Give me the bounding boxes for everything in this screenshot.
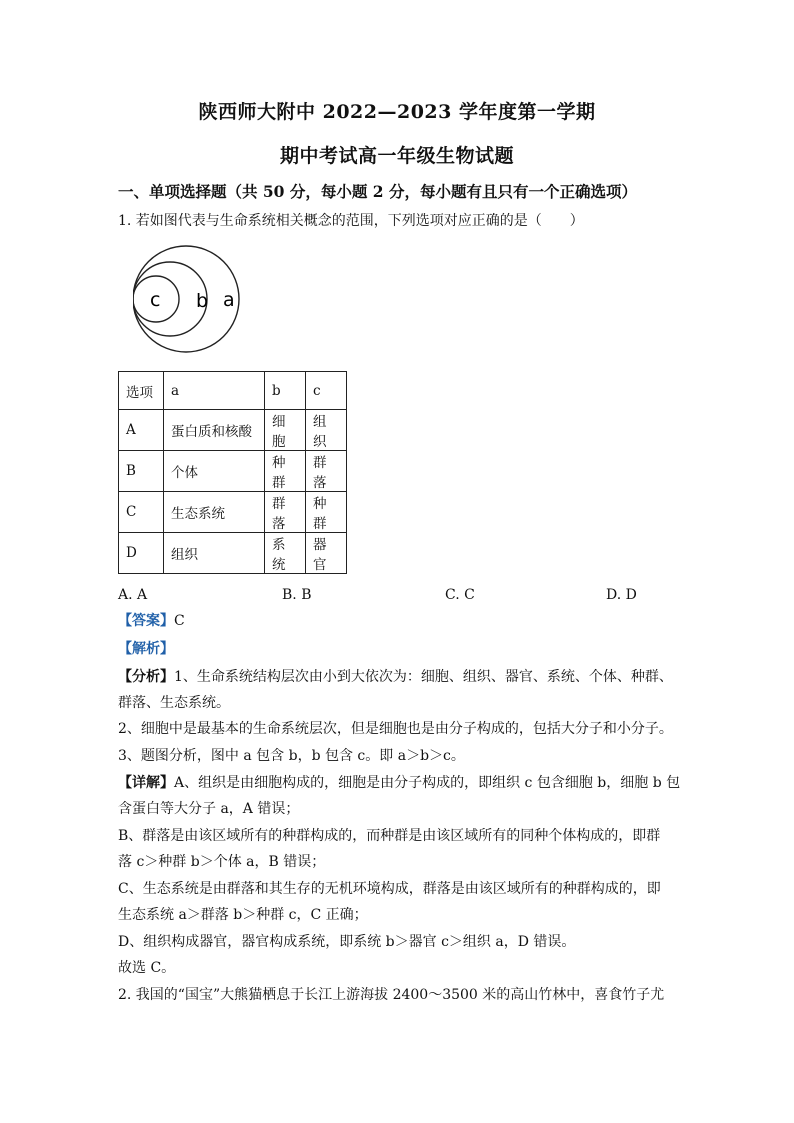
table-cell: 群落 xyxy=(265,492,306,533)
table-header-cell: c xyxy=(306,372,347,410)
label-c: c xyxy=(150,289,161,311)
answer-value: C xyxy=(174,613,185,629)
xiangjie-line: 落 c＞种群 b＞个体 a，B 错误； xyxy=(118,854,326,870)
answer-tag: 【答案】 xyxy=(118,613,174,629)
xiangjie-line: D、组织构成器官，器官构成系统，即系统 b＞器官 c＞组织 a，D 错误。 xyxy=(118,934,576,950)
analysis-heading xyxy=(118,639,174,659)
nested-circles-figure xyxy=(133,243,253,355)
fenxi-line xyxy=(118,667,673,687)
page-title-line1: 陕西师大附中 2022—2023 学年度第一学期 xyxy=(198,101,596,123)
question1-stem: 1. 若如图代表与生命系统相关概念的范围，下列选项对应正确的是（ ） xyxy=(118,213,584,229)
table-cell: 蛋白质和核酸 xyxy=(164,410,265,451)
table-cell: 系统 xyxy=(265,533,306,574)
table-cell: 器官 xyxy=(306,533,347,574)
label-a: a xyxy=(223,289,235,311)
xiangjie-line: C、生态系统是由群落和其生存的无机环境构成，群落是由该区域所有的种群构成的，即 xyxy=(118,881,661,897)
answer-line xyxy=(118,611,185,631)
table-cell: 生态系统 xyxy=(164,492,265,533)
table-cell: 群落 xyxy=(306,451,347,492)
table-row xyxy=(119,492,347,533)
page-title-line2: 期中考试高一年级生物试题 xyxy=(279,145,514,167)
fenxi-text: 1、生命系统结构层次由小到大依次为：细胞、组织、器官、系统、个体、种群、 xyxy=(174,669,673,685)
xiangjie-line: 生态系统 a＞群落 b＞种群 c，C 正确； xyxy=(118,907,368,923)
choice-a: A. A xyxy=(118,587,148,603)
options-table xyxy=(118,371,347,574)
fenxi-line: 群落、生态系统。 xyxy=(118,695,230,711)
table-cell: C xyxy=(119,492,164,533)
table-cell: 种群 xyxy=(306,492,347,533)
analysis-tag: 【解析】 xyxy=(118,641,174,657)
table-row xyxy=(119,410,347,451)
section-heading: 一、单项选择题（共 50 分，每小题 2 分，每小题有且只有一个正确选项） xyxy=(118,182,637,201)
xiangjie-tag: 【详解】 xyxy=(118,775,174,791)
table-cell: 组织 xyxy=(164,533,265,574)
table-header-cell: b xyxy=(265,372,306,410)
table-cell: 种群 xyxy=(265,451,306,492)
table-cell: A xyxy=(119,410,164,451)
choice-d: D. D xyxy=(606,587,637,603)
xiangjie-text: A、组织是由细胞构成的，细胞是由分子构成的，即组织 c 包含细胞 b，细胞 b 包 xyxy=(174,775,681,791)
table-cell: 细胞 xyxy=(265,410,306,451)
xiangjie-line: 故选 C。 xyxy=(118,960,176,976)
xiangjie-line: B、群落是由该区域所有的种群构成的，而种群是由该区域所有的同种个体构成的，即群 xyxy=(118,828,661,844)
table-cell: 组织 xyxy=(306,410,347,451)
table-cell: 个体 xyxy=(164,451,265,492)
xiangjie-line xyxy=(118,773,680,793)
fenxi-line: 2、细胞中是最基本的生命系统层次，但是细胞也是由分子构成的，包括大分子和小分子。 xyxy=(118,721,673,737)
table-row xyxy=(119,451,347,492)
table-row xyxy=(119,533,347,574)
xiangjie-line: 含蛋白等大分子 a，A 错误； xyxy=(118,801,300,817)
question2-stem: 2. 我国的“国宝”大熊猫栖息于长江上游海拔 2400～3500 米的高山竹林中，喜食竹子尤 xyxy=(118,987,665,1003)
choice-b: B. B xyxy=(282,587,312,603)
label-b: b xyxy=(196,290,209,312)
table-cell: D xyxy=(119,533,164,574)
fenxi-tag: 【分析】 xyxy=(118,669,174,685)
fenxi-line: 3、题图分析，图中 a 包含 b，b 包含 c。即 a＞b＞c。 xyxy=(118,748,465,764)
table-cell: B xyxy=(119,451,164,492)
table-header-cell: 选项 xyxy=(119,372,164,410)
choice-c: C. C xyxy=(445,587,475,603)
table-header-cell: a xyxy=(164,372,265,410)
table-header-row xyxy=(119,372,347,410)
